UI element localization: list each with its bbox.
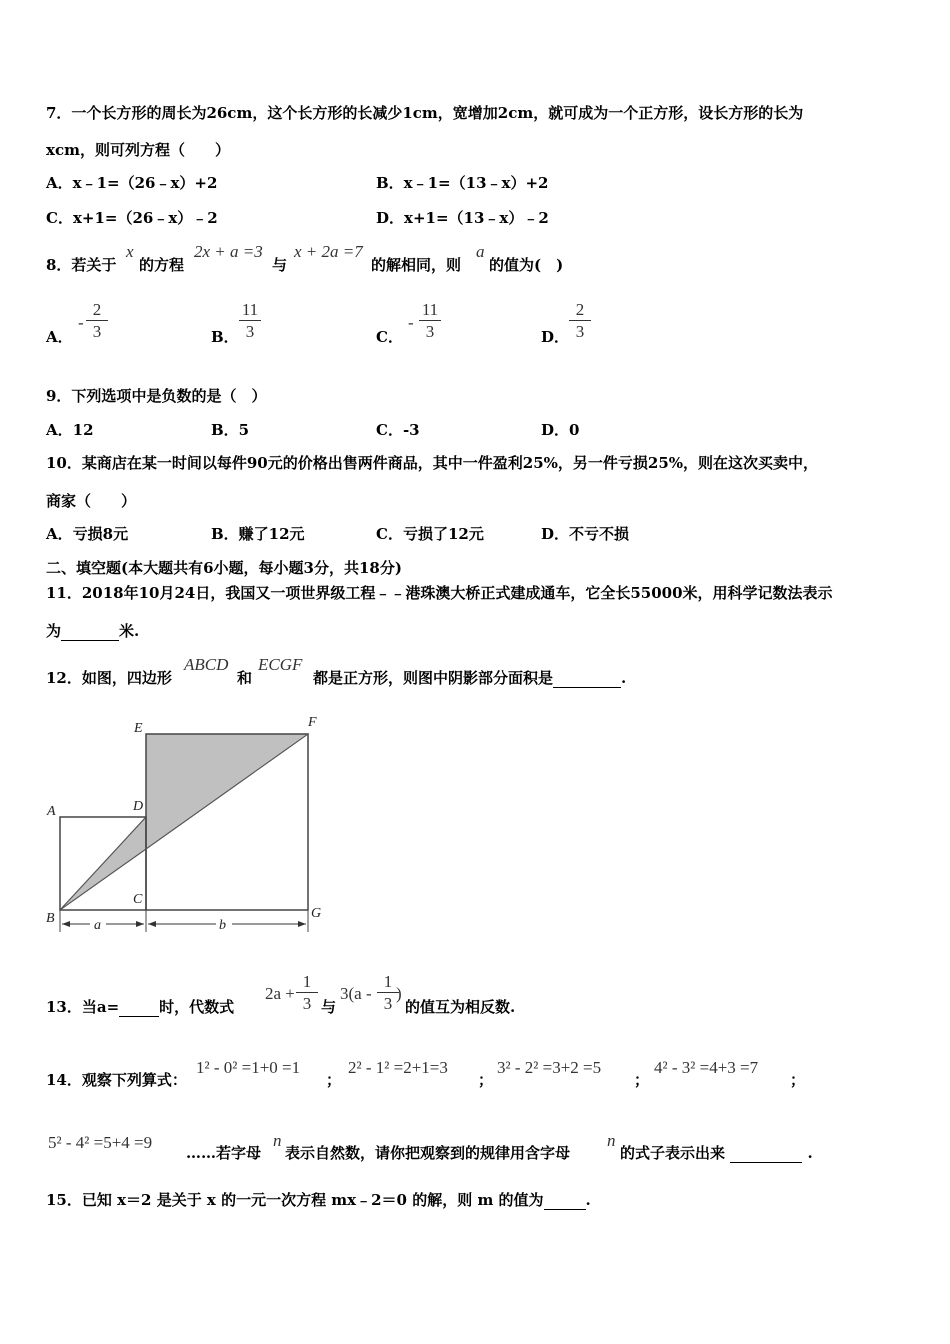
- q14-expr-5: 5² - 4² =5+4 =9: [48, 1133, 153, 1152]
- q14-sep-3: ；: [634, 1071, 650, 1089]
- q14-sep-4: ；: [790, 1071, 806, 1089]
- q8-b-den: 3: [245, 322, 255, 341]
- q14-answer-blank[interactable]: [730, 1147, 802, 1163]
- q10-option-c: C．亏损了12元: [376, 525, 484, 543]
- q8-option-c-label: C．: [376, 328, 403, 346]
- q11-stem-line1: 11．2018年10月24日，我国又一项世界级工程﹣﹣港珠澳大桥正式建成通车，它全长55000米，用科学记数法表示: [46, 584, 833, 602]
- q12-suffix-text: 都是正方形，则图中阴影部分面积是: [313, 669, 554, 687]
- q8-option-a-sign: -: [78, 313, 84, 332]
- q12-prefix: 12．如图，四边形: [46, 669, 172, 687]
- q9-option-d: D．0: [541, 421, 580, 439]
- q13-expr1: 2a +: [265, 984, 295, 1003]
- label-a-vertex: A: [47, 804, 56, 819]
- q8-mid3: 的解相同，则: [371, 256, 462, 274]
- q7-stem-line1: 7．一个长方形的周长为26cm，这个长方形的长减少1cm，宽增加2cm，就可成为一个正方形，设长方形的长为: [46, 104, 804, 122]
- dimension-b-label: b: [219, 918, 226, 933]
- q14-var-n-2: n: [607, 1131, 616, 1150]
- q14-end: .: [807, 1144, 813, 1162]
- q15-text: 15．已知 x＝2 是关于 x 的一元一次方程 mx﹣2＝0 的解，则 m 的值为: [46, 1191, 544, 1209]
- q8-var-a: a: [476, 242, 485, 261]
- q8-b-num: 11: [239, 301, 261, 321]
- q8-a-den: 3: [92, 322, 102, 341]
- q8-mid1: 的方程: [139, 256, 185, 274]
- q13-suffix: 的值互为相反数.: [405, 998, 516, 1016]
- q11-line2-pre: 为: [46, 622, 62, 640]
- q13-prefix: [46, 997, 234, 1017]
- q9-option-c: C．-3: [376, 421, 420, 439]
- q10-stem-line2: 商家（ ）: [46, 492, 137, 510]
- q14-expr-1: 1² - 0² =1+0 =1: [196, 1058, 301, 1077]
- label-c: C: [133, 892, 143, 907]
- q7-stem-line2: xcm，则可列方程（ ）: [46, 141, 230, 159]
- q7-option-a: A．x﹣1=（26﹣x）+2: [46, 174, 218, 192]
- q8-option-a-fraction: [86, 301, 108, 341]
- q13-f2-num: 1: [377, 973, 399, 993]
- q13-and: 与: [321, 998, 337, 1016]
- q8-equation-1: 2x + a =3: [194, 242, 263, 261]
- q13-fraction-1: [296, 973, 318, 1013]
- label-d: D: [133, 799, 144, 814]
- q14-expr-3: 3² - 2² =3+2 =5: [497, 1058, 602, 1077]
- q8-d-num: 2: [569, 301, 591, 321]
- q14-sep-2: ；: [478, 1071, 494, 1089]
- q14-var-n-1: n: [273, 1131, 282, 1150]
- q15-end: .: [585, 1191, 591, 1209]
- q8-mid2: 与: [272, 256, 288, 274]
- q8-option-c-sign: -: [408, 313, 414, 332]
- q10-option-d: D．不亏不损: [541, 525, 630, 543]
- q8-option-c-fraction: [419, 301, 441, 341]
- q8-prefix: 8．若关于: [46, 256, 117, 274]
- q9-option-b: B．5: [211, 421, 250, 439]
- q7-option-c: C．x+1=（26﹣x）﹣2: [46, 209, 218, 227]
- q8-var-x: x: [126, 242, 134, 261]
- q15-stem: [46, 1190, 591, 1210]
- label-b: B: [46, 911, 55, 926]
- q7-option-b: B．x﹣1=（13﹣x）+2: [376, 174, 549, 192]
- q8-option-d-fraction: [569, 301, 591, 341]
- q7-option-d: D．x+1=（13﹣x）﹣2: [376, 209, 549, 227]
- q11-stem-line2: [46, 621, 139, 641]
- label-g: G: [311, 906, 322, 921]
- q13-f1-den: 3: [302, 994, 312, 1013]
- q8-d-den: 3: [575, 322, 585, 341]
- label-e: E: [134, 721, 143, 736]
- q14-line2-a: ……若字母: [186, 1144, 262, 1162]
- section-heading: 二、填空题(本大题共有6小题，每小题3分，共18分): [46, 559, 402, 577]
- q9-option-a: A．12: [46, 421, 94, 439]
- q14-sep-1: ；: [326, 1071, 342, 1089]
- q14-expr-4: 4² - 3² =4+3 =7: [654, 1058, 759, 1077]
- q8-option-a-label: A．: [46, 328, 73, 346]
- q10-stem-line1: 10．某商店在某一时间以每件90元的价格出售两件商品，其中一件盈利25%，另一件亏损25%，则在这次买卖中，: [46, 454, 819, 472]
- q12-and: 和: [237, 669, 253, 687]
- q14-line2-b: 表示自然数，请你把观察到的规律用含字母: [285, 1144, 571, 1162]
- q8-option-b-fraction: [239, 301, 261, 341]
- q12-ecgf: ECGF: [258, 655, 303, 674]
- q14-line2-c-text: 的式子表示出来: [620, 1144, 726, 1162]
- dimension-a-arrow-left: [62, 921, 70, 927]
- q8-a-num: 2: [86, 301, 108, 321]
- q13-expr2-close: ): [396, 984, 402, 1003]
- q8-c-den: 3: [425, 322, 435, 341]
- square-figure: [40, 712, 330, 942]
- q13-f1-num: 1: [296, 973, 318, 993]
- q12-end: .: [621, 669, 627, 687]
- q14-prefix: 14．观察下列算式：: [46, 1071, 187, 1089]
- dimension-b-arrow-right: [298, 921, 306, 927]
- q8-option-d-label: D．: [541, 328, 570, 346]
- q14-line2-c: [620, 1143, 813, 1163]
- q12-abcd: ABCD: [184, 655, 229, 674]
- q8-c-num: 11: [419, 301, 441, 321]
- q14-expr-2: 2² - 1² =2+1=3: [348, 1058, 448, 1077]
- q15-answer-blank[interactable]: [544, 1194, 586, 1210]
- dimension-b-arrow-left: [148, 921, 156, 927]
- q13-prefix-text: 13．当a=: [46, 998, 120, 1016]
- q8-equation-2: x + 2a =7: [294, 242, 363, 261]
- q12-answer-blank[interactable]: [553, 672, 621, 688]
- label-f: F: [308, 715, 317, 730]
- q12-suffix: [313, 668, 626, 688]
- dimension-a-arrow-right: [136, 921, 144, 927]
- q11-answer-blank[interactable]: [61, 625, 119, 641]
- q13-answer-blank[interactable]: [119, 1001, 159, 1017]
- q13-mid: 时，代数式: [159, 998, 235, 1016]
- q13-f2-den: 3: [383, 994, 393, 1013]
- q8-suffix: 的值为( ): [489, 256, 564, 274]
- q8-option-b-label: B．: [211, 328, 239, 346]
- q10-option-a: A．亏损8元: [46, 525, 129, 543]
- q9-stem: 9．下列选项中是负数的是（ ）: [46, 387, 267, 405]
- q10-option-b: B．赚了12元: [211, 525, 305, 543]
- q11-line2-post: 米.: [119, 622, 140, 640]
- q13-expr2: 3(a -: [340, 984, 372, 1003]
- dimension-a-label: a: [94, 918, 101, 933]
